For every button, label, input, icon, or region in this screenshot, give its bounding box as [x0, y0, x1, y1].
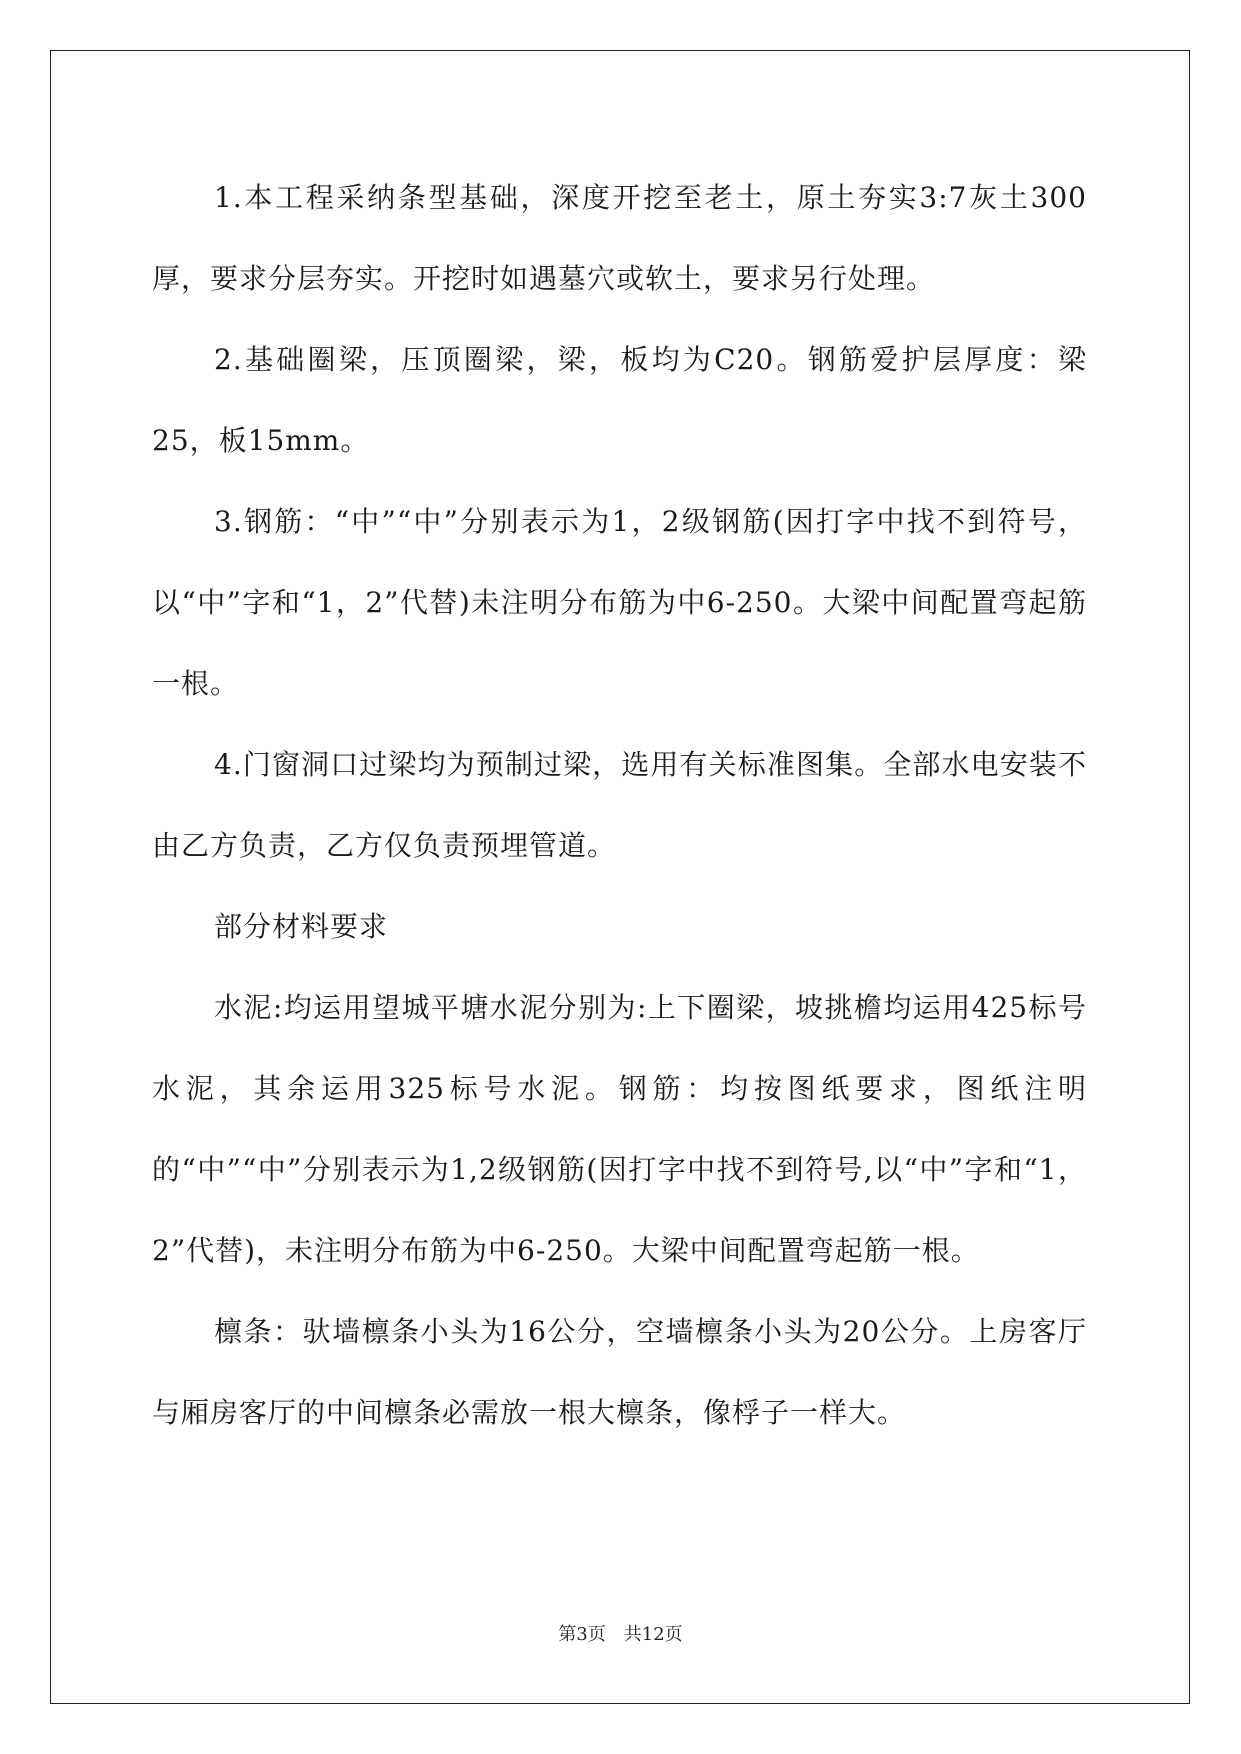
paragraph-lintels: 4.门窗洞口过梁均为预制过梁，选用有关标准图集。全部水电安装不由乙方负责，乙方仅负责预埋管道。	[152, 748, 1087, 862]
paragraph-foundation: 1.本工程采纳条型基础，深度开挖至老土，原土夯实3:7灰土300厚，要求分层夯实。开挖时如遇墓穴或软土，要求另行处理。	[152, 181, 1087, 295]
document-body	[152, 157, 1087, 1453]
paragraph-purlins: 檩条：驮墙檩条小头为16公分，空墙檩条小头为20公分。上房客厅与厢房客厅的中间檩条必需放一根大檩条，像桴子一样大。	[152, 1315, 1087, 1429]
paragraph-rebar: 3.钢筋：“中”“中”分别表示为1，2级钢筋(因打字中找不到符号，以“中”字和“1，2”代替)未注明分布筋为中6-250。大梁中间配置弯起筋一根。	[152, 505, 1087, 700]
paragraph-concrete-grade: 2.基础圈梁，压顶圈梁，梁，板均为C20。钢筋爱护层厚度：梁25，板15mm。	[152, 343, 1087, 457]
paragraph-cement: 水泥:均运用望城平塘水泥分别为:上下圈梁，坡挑檐均运用425标号水泥，其余运用325标号水泥。钢筋：均按图纸要求，图纸注明的“中”“中”分别表示为1,2级钢筋(因打字中找不到符号,以“中”字和“1，2”代替)，未注明分布筋为中6-250。大梁中间配置弯起筋一根。	[152, 991, 1087, 1267]
page-total: 共12页	[623, 1624, 683, 1645]
page-footer	[0, 1620, 1241, 1646]
page-number: 第3页	[558, 1624, 606, 1645]
section-heading-materials: 部分材料要求	[214, 910, 389, 943]
